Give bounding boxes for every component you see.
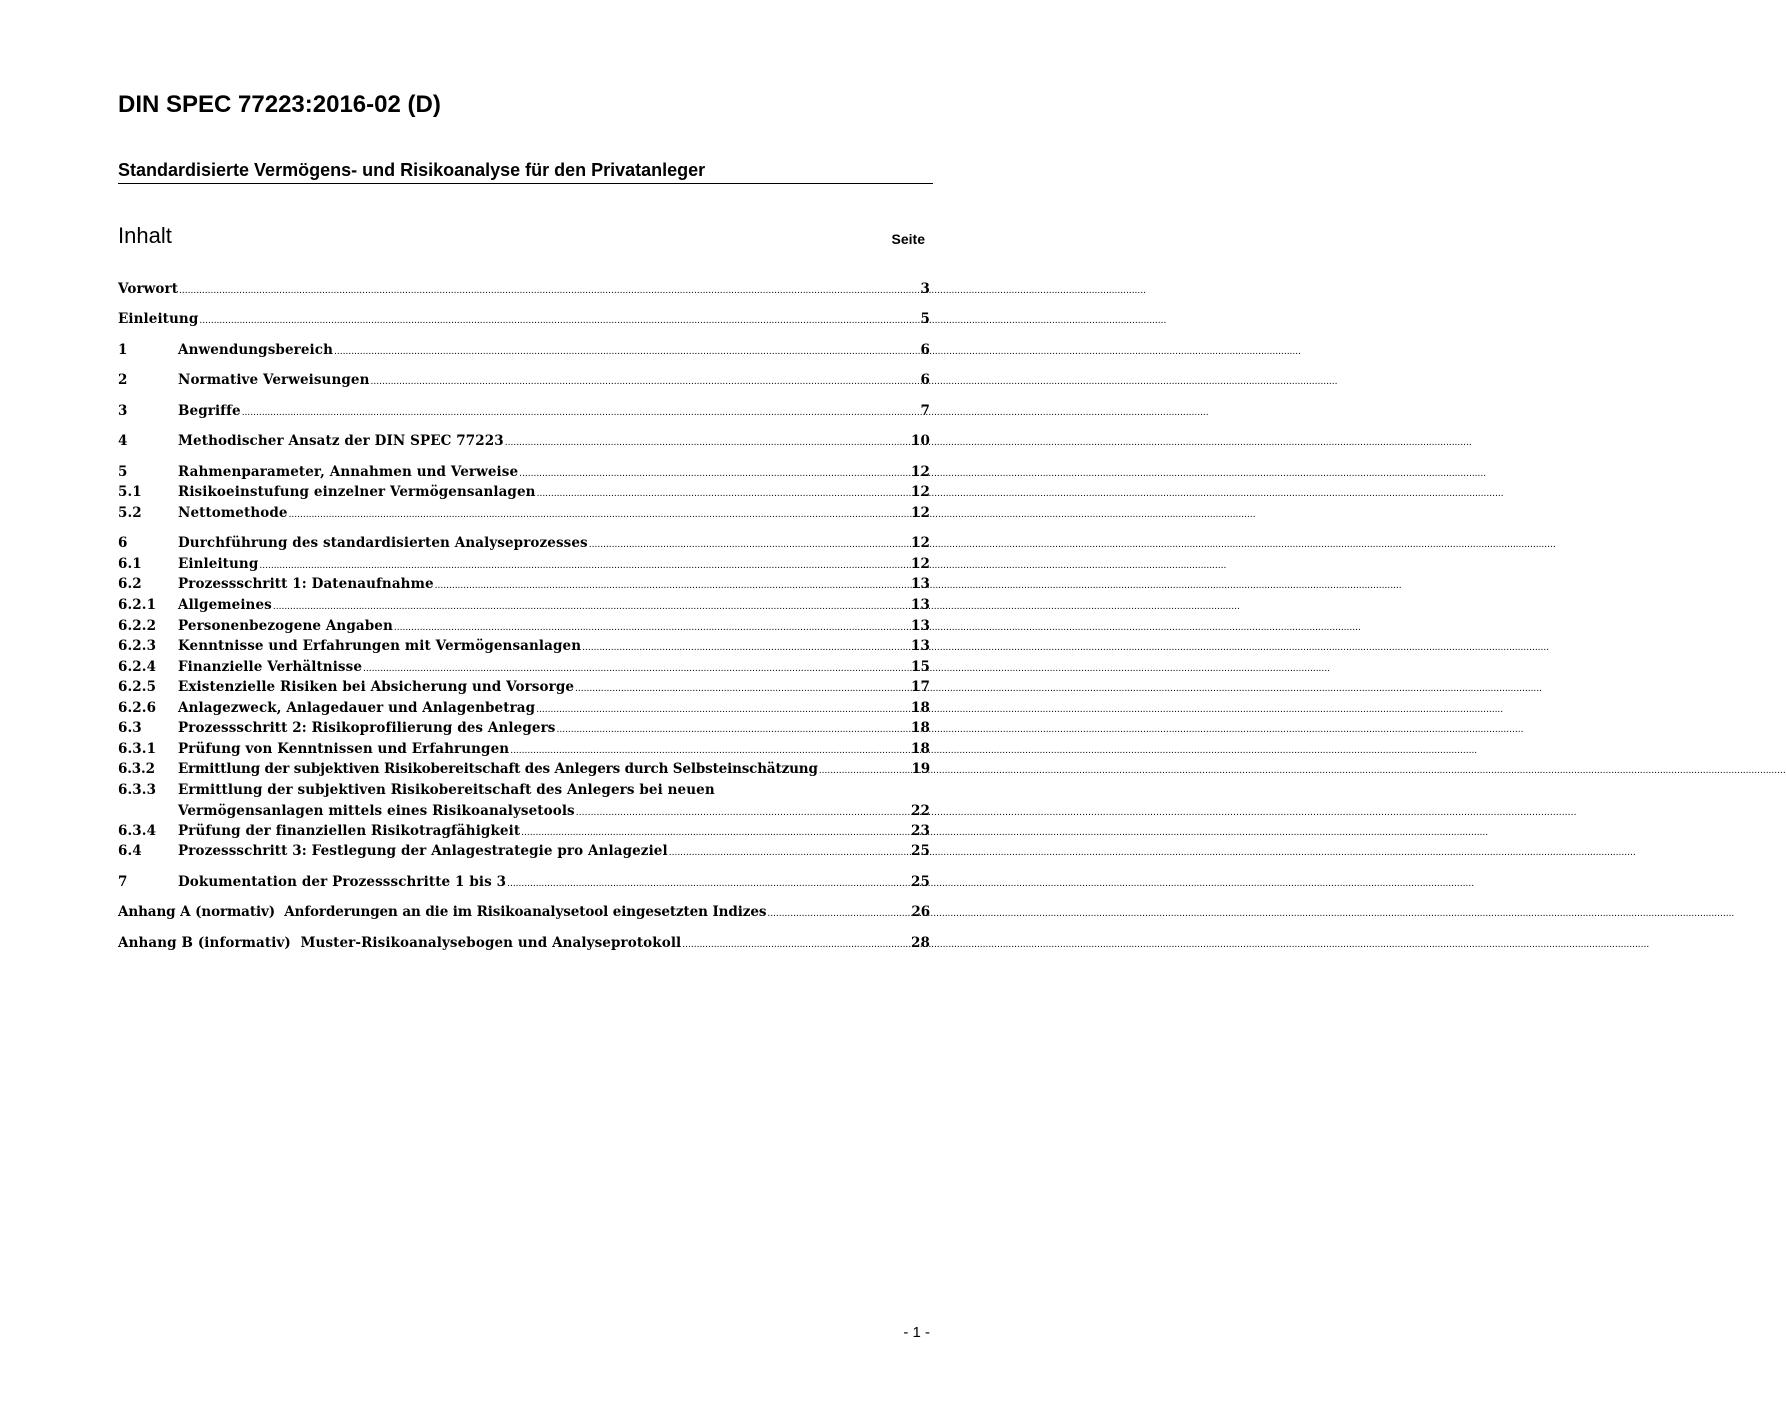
toc-entry-page: 12 [911, 464, 930, 480]
toc-entry-label: Finanzielle Verhältnisse [178, 659, 363, 675]
toc-entry-1[interactable] [118, 340, 930, 360]
toc-entry-label: Prozessschritt 3: Festlegung der Anlagestrategie pro Anlageziel [178, 843, 668, 859]
toc-entry-5-2[interactable] [118, 503, 930, 523]
toc-entry-number: 4 [118, 433, 128, 449]
page-number: - 1 - [903, 1324, 930, 1341]
toc-entry-anhang-a[interactable] [118, 902, 930, 922]
page-column-label: Seite [891, 231, 925, 247]
toc-dot-leader [505, 431, 910, 451]
toc-entry-label: Prozessschritt 2: Risikoprofilierung des Anlegers [178, 720, 556, 736]
toc-entry-vorwort[interactable] [118, 279, 930, 299]
toc-entry-6[interactable] [118, 533, 930, 553]
toc-entry-6-2-4[interactable] [118, 657, 930, 677]
toc-entry-number: 6 [118, 535, 128, 551]
toc-entry-page: 5 [920, 311, 930, 327]
toc-entry-label: Prüfung von Kenntnissen und Erfahrungen [178, 741, 510, 757]
toc-entry-number: 6.2.5 [118, 679, 157, 695]
toc-entry-page: 18 [911, 741, 930, 757]
toc-entry-page: 23 [911, 823, 930, 839]
toc-dot-leader [582, 636, 910, 656]
toc-entry-number: 1 [118, 342, 128, 358]
toc-entry-label: Begriffe [178, 403, 241, 419]
toc-entry-number: 6.1 [118, 556, 142, 572]
toc-entry-label: Risikoeinstufung einzelner Vermögensanlagen [178, 484, 536, 500]
toc-entry-page: 13 [911, 576, 930, 592]
toc-entry-label: Rahmenparameter, Annahmen und Verweise [178, 464, 519, 480]
toc-dot-leader [363, 657, 910, 677]
toc-entry-einleitung[interactable] [118, 309, 930, 329]
toc-entry-6-3-4[interactable] [118, 821, 930, 841]
toc-dot-leader [576, 801, 910, 821]
toc-dot-leader [289, 503, 910, 523]
toc-entry-page: 6 [920, 342, 930, 358]
toc-entry-4[interactable] [118, 431, 930, 451]
toc-entry-page: 15 [911, 659, 930, 675]
toc-entry-number: 7 [118, 874, 128, 890]
toc-entry-label: Einleitung [118, 311, 199, 327]
toc-dot-leader [371, 370, 920, 390]
toc-dot-leader [536, 698, 910, 718]
toc-entry-number: 6.2.2 [118, 618, 157, 634]
toc-dot-leader [669, 841, 910, 861]
toc-entry-7[interactable] [118, 872, 930, 892]
toc-entry-number: 2 [118, 372, 128, 388]
toc-dot-leader [682, 933, 910, 953]
toc-entry-page: 6 [920, 372, 930, 388]
toc-entry-page: 22 [911, 802, 930, 819]
toc-entry-5[interactable] [118, 462, 930, 482]
toc-entry-number: 5.1 [118, 484, 142, 500]
toc-entry-number: 5 [118, 464, 128, 480]
toc-entry-6-2-2[interactable] [118, 616, 930, 636]
document-title: DIN SPEC 77223:2016-02 (D) [118, 91, 441, 118]
toc-entry-number: 6.2.1 [118, 597, 157, 613]
toc-entry-6-2-5[interactable] [118, 677, 930, 697]
toc-entry-number: 6.3 [118, 720, 142, 736]
toc-entry-label: Prozessschritt 1: Datenaufnahme [178, 576, 434, 592]
toc-entry-6-2-3[interactable] [118, 636, 930, 656]
toc-entry-3[interactable] [118, 401, 930, 421]
toc-entry-number: 6.2.6 [118, 700, 157, 716]
toc-entry-label: Personenbezogene Angaben [178, 618, 393, 634]
toc-entry-number: 6.2.4 [118, 659, 157, 675]
toc-entry-number: 5.2 [118, 505, 142, 521]
toc-entry-page: 19 [911, 761, 930, 777]
toc-dot-leader [537, 482, 910, 502]
toc-entry-label-line2: Vermögensanlagen mittels eines Risikoanalysetools [178, 802, 575, 819]
toc-entry-label: Allgemeines [178, 597, 272, 613]
toc-entry-page: 13 [911, 618, 930, 634]
toc-entry-6-2[interactable] [118, 574, 930, 594]
toc-dot-leader [435, 574, 910, 594]
toc-entry-label: Anlagezweck, Anlagedauer und Anlagenbetrag [178, 700, 536, 716]
toc-heading: Inhalt [118, 223, 172, 248]
toc-dot-leader [259, 554, 910, 574]
toc-entry-label: Vorwort [118, 281, 179, 297]
toc-entry-page: 18 [911, 720, 930, 736]
toc-entry-6-2-1[interactable] [118, 595, 930, 615]
toc-entry-number: 6.3.1 [118, 741, 157, 757]
toc-entry-label: Existenzielle Risiken bei Absicherung und Vorsorge [178, 679, 575, 695]
toc-entry-page: 12 [911, 535, 930, 551]
toc-dot-leader [334, 340, 919, 360]
toc-dot-leader [589, 533, 910, 553]
toc-entry-page: 13 [911, 597, 930, 613]
toc-dot-leader [507, 872, 910, 892]
toc-entry-page: 3 [920, 281, 930, 297]
toc-entry-label-line1: Ermittlung der subjektiven Risikobereitschaft des Anlegers bei neuen [178, 782, 715, 798]
toc-entry-label: Normative Verweisungen [178, 372, 370, 388]
toc-entry-6-3-1[interactable] [118, 739, 930, 759]
toc-dot-leader [273, 595, 910, 615]
toc-entry-label: Einleitung [178, 556, 259, 572]
toc-dot-leader [199, 309, 919, 329]
toc-entry-label: Prüfung der finanziellen Risikotragfähigkeit [178, 823, 521, 839]
document-subtitle: Standardisierte Vermögens- und Risikoanalyse für den Privatanleger [118, 159, 933, 184]
toc-entry-number: 6.4 [118, 843, 142, 859]
toc-entry-number: 6.2 [118, 576, 142, 592]
toc-dot-leader [521, 821, 910, 841]
toc-entry-2[interactable] [118, 370, 930, 390]
toc-entry-6-2-6[interactable] [118, 698, 930, 718]
toc-entry-6-3[interactable] [118, 718, 930, 738]
toc-entry-label: Durchführung des standardisierten Analyseprozesses [178, 535, 588, 551]
toc-entry-label: Kenntnisse und Erfahrungen mit Vermögensanlagen [178, 638, 582, 654]
toc-entry-anhang-b[interactable] [118, 933, 930, 953]
toc-dot-leader [819, 759, 911, 779]
toc-entry-page: 26 [911, 904, 930, 920]
toc-dot-leader [767, 902, 910, 922]
toc-entry-page: 12 [911, 556, 930, 572]
toc-entry-page: 10 [911, 433, 930, 449]
toc-entry-label: Ermittlung der subjektiven Risikobereitschaft des Anlegers durch Selbsteinschätzung [178, 761, 818, 777]
toc-entry-page: 25 [911, 874, 930, 890]
toc-dot-leader [179, 279, 919, 299]
toc-entry-page: 7 [920, 403, 930, 419]
toc-dot-leader [519, 462, 910, 482]
toc-entry-number: 6.3.4 [118, 823, 157, 839]
toc-entry-number: 6.3.2 [118, 761, 155, 777]
toc-entry-6-1[interactable] [118, 554, 930, 574]
toc-entry-number: 3 [118, 403, 128, 419]
toc-entry-page: 12 [911, 505, 930, 521]
toc-dot-leader [242, 401, 920, 421]
toc-entry-label: Nettomethode [178, 505, 288, 521]
toc-entry-label: Anhang A (normativ) Anforderungen an die im Risikoanalysetool eingesetzten Indizes [118, 904, 767, 920]
toc-entry-number: 6.2.3 [118, 638, 157, 654]
toc-entry-5-1[interactable] [118, 482, 930, 502]
toc-entry-label: Anwendungsbereich [178, 342, 334, 358]
toc-entry-page: 12 [911, 484, 930, 500]
toc-dot-leader [575, 677, 910, 697]
toc-dot-leader [510, 739, 910, 759]
toc-entry-6-4[interactable] [118, 841, 930, 861]
toc-dot-leader [556, 718, 910, 738]
toc-entry-6-3-2[interactable] [118, 759, 930, 779]
toc-entry-label: Methodischer Ansatz der DIN SPEC 77223 [178, 433, 504, 449]
toc-entry-page: 17 [911, 679, 930, 695]
toc-entry-label: Anhang B (informativ) Muster-Risikoanalysebogen und Analyseprotokoll [118, 935, 682, 951]
toc-entry-6-3-3[interactable] [118, 780, 930, 821]
toc-dot-leader [394, 616, 910, 636]
toc-entry-page: 28 [911, 935, 930, 951]
toc-entry-page: 25 [911, 843, 930, 859]
toc-entry-label: Dokumentation der Prozessschritte 1 bis 3 [178, 874, 507, 890]
toc-entry-page: 18 [911, 700, 930, 716]
toc-entry-number: 6.3.3 [118, 782, 157, 798]
toc-entry-page: 13 [911, 638, 930, 654]
